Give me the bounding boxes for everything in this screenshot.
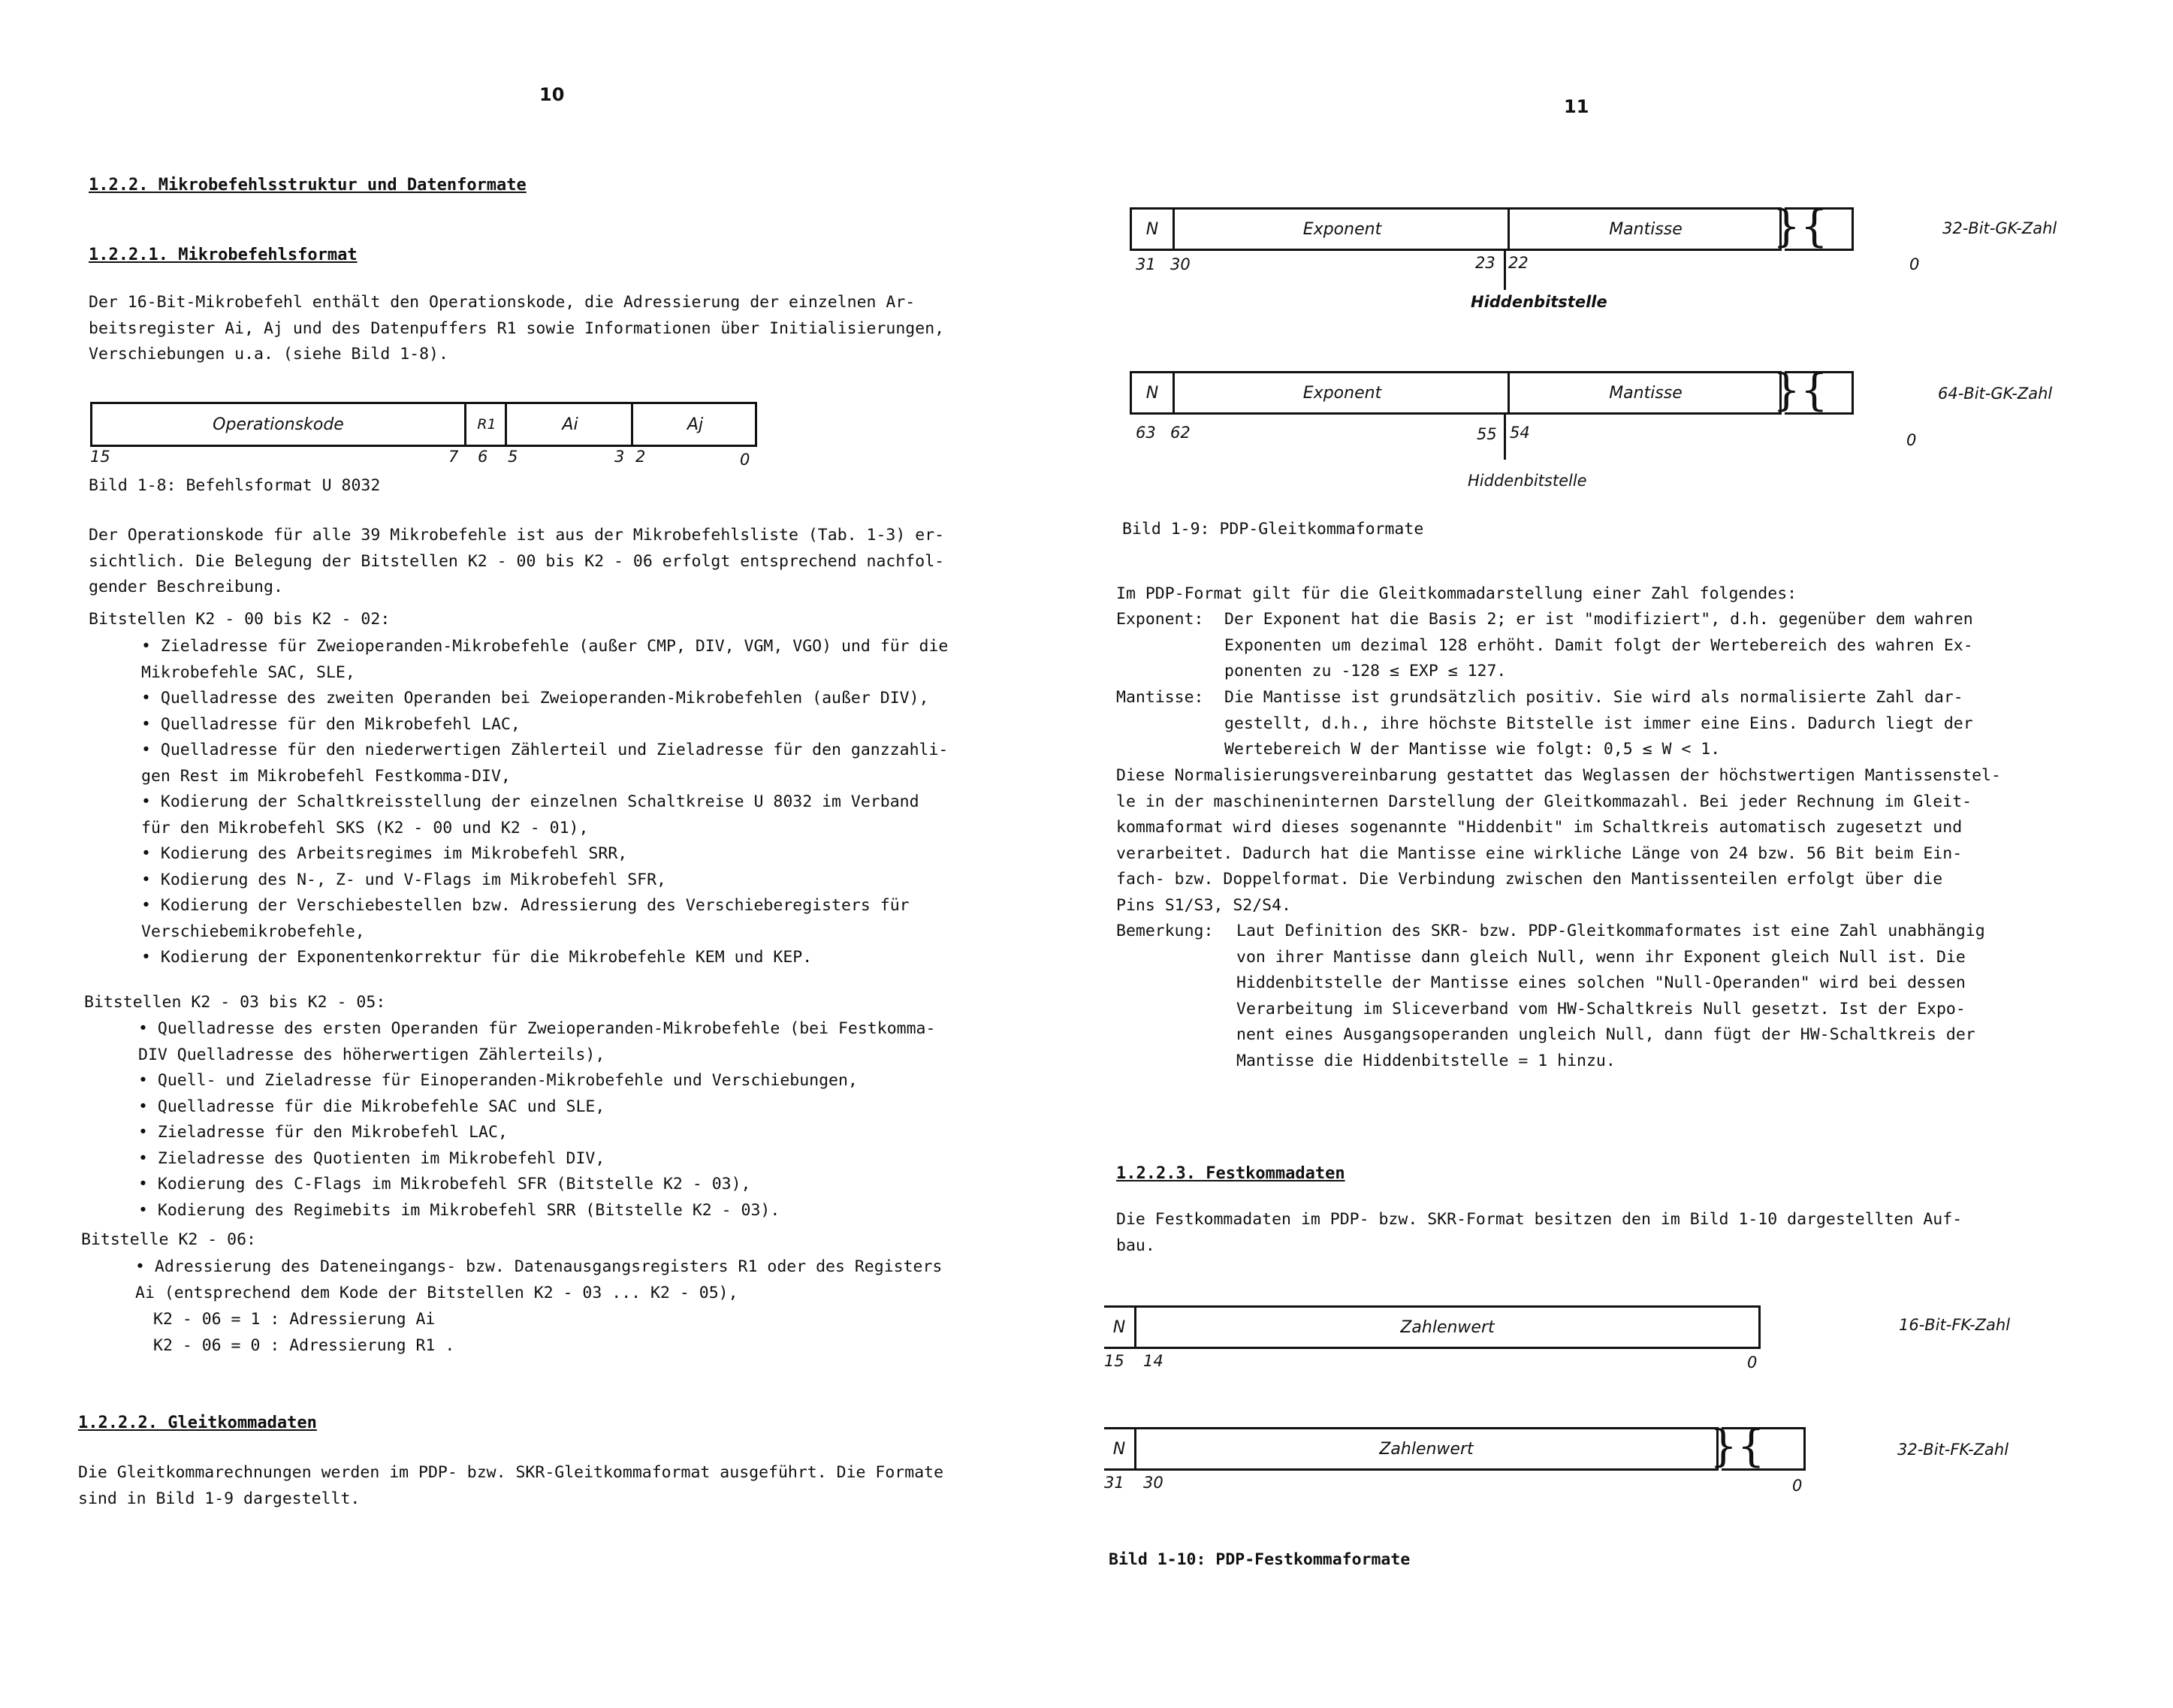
group-label: Bitstelle K2 - 06: (81, 1230, 256, 1249)
instruction-format-diagram (90, 402, 757, 447)
left-page (0, 0, 1086, 1708)
list-item: • Kodierung des Arbeitsregimes im Mikrobefehl SRR, (141, 844, 628, 863)
bit-label: 0 (1906, 431, 1917, 449)
list-item: • Quelladresse für den niederwertigen Zählerteil und Zieladresse für den ganzzahli- gen Rest im Mikrobefehl Festkomma-DIV, (141, 741, 949, 786)
list-item: • Kodierung der Verschiebestellen bzw. Adressierung des Verschieberegisters für Verschiebemikrobefehle, (141, 896, 910, 941)
bullet-list (141, 634, 948, 971)
bit-label: 22 (1508, 254, 1529, 272)
group-label: Bitstellen K2 - 03 bis K2 - 05: (84, 993, 386, 1012)
list-item: • Kodierung des C-Flags im Mikrobefehl SFR (Bitstelle K2 - 03), (138, 1175, 751, 1193)
format-label: 32-Bit-GK-Zahl (1942, 219, 2057, 237)
bit-label: 62 (1170, 424, 1191, 442)
bit-label: 15 (1104, 1352, 1124, 1370)
bit-label: 3 (614, 448, 625, 466)
list-item: • Quelladresse des zweiten Operanden bei Zweioperanden-Mikrobefehlen (außer DIV), (141, 689, 929, 708)
definition-text: Die Mantisse ist grundsätzlich positiv. Sie wird als normalisierte Zahl dar- gestellt, d.h., ihre höchste Bitstelle ist immer eine Eins. Dadurch liegt der Wertebereich W der Mantisse wie folgt: 0,5 ≤ W < 1. (1224, 688, 1973, 759)
bit-label: 2 (635, 448, 646, 466)
list-item: • Kodierung der Exponentenkorrektur für die Mikrobefehle KEM und KEP. (141, 948, 813, 967)
definition-term: Mantisse: (1116, 688, 1204, 707)
figure-caption: Bild 1-8: Befehlsformat U 8032 (89, 476, 381, 495)
hiddenbit-label: Hiddenbitstelle (1471, 293, 1607, 311)
definition-text: Der Exponent hat die Basis 2; er ist "modifiziert", d.h. gegenüber dem wahren Exponenten um dezimal 128 erhöht. Damit folgt der Wertebereich des wahren Ex- ponenten zu -128 ≤ EXP ≤ 127. (1224, 610, 1973, 680)
list-item: • Quelladresse für die Mikrobefehle SAC und SLE, (138, 1097, 605, 1116)
paragraph: Die Festkommadaten im PDP- bzw. SKR-Format besitzen den im Bild 1-10 dargestellten Auf- bau. (1116, 1210, 1963, 1255)
hiddenbit-label: Hiddenbitstelle (1468, 472, 1587, 490)
right-page (1086, 0, 2173, 1708)
float32-format-diagram (1130, 207, 1782, 251)
bullet-list (138, 1016, 935, 1224)
bit-label: 63 (1136, 424, 1156, 442)
bit-label: 0 (1792, 1477, 1803, 1495)
fixed32-format-continuation (1722, 1427, 1806, 1471)
list-item: • Zieladresse des Quotienten im Mikrobefehl DIV, (138, 1148, 605, 1168)
field-sign: N (1145, 383, 1159, 403)
definition-term: Exponent: (1116, 610, 1204, 629)
field-exponent: Exponent (1173, 373, 1510, 412)
bit-label: 31 (1136, 255, 1156, 273)
format-label: 16-Bit-FK-Zahl (1899, 1316, 2011, 1334)
bit-label: 30 (1170, 255, 1191, 273)
paragraph: Im PDP-Format gilt für die Gleitkommadarstellung einer Zahl folgendes: (1116, 584, 1797, 603)
break-mark: }{ (1773, 201, 1828, 252)
field-r1: R1 (464, 404, 507, 445)
bit-label: 6 (478, 448, 488, 466)
break-mark: }{ (1710, 1420, 1765, 1471)
field-opcode: Operationskode (213, 415, 344, 434)
bit-label: 15 (90, 448, 110, 466)
page-number: 10 (539, 84, 565, 105)
definition-text: Laut Definition des SKR- bzw. PDP-Gleitkommaformates ist eine Zahl unabhängig von ihrer Mantisse dann gleich Null, wenn ihr Exponent gleich Null ist. Die Hiddenbitstelle der Mantisse eines solchen "Null-Operanden" wird bei dessen Verarbeitung im Sliceverband vom HW-Schaltkreis Null gesetzt. Ist der Expo- nent eines Ausgangsoperanden ungleich Null, dann fügt der HW-Schaltkreis der Mantisse die Hiddenbitstelle = 1 hinzu. (1236, 922, 1985, 1070)
figure-caption: Bild 1-9: PDP-Gleitkommaformate (1122, 520, 1424, 539)
field-mantissa: Mantisse (1508, 210, 1782, 249)
bit-label: 31 (1104, 1474, 1124, 1492)
list-item: • Quell- und Zieladresse für Einoperanden-Mikrobefehle und Verschiebungen, (138, 1071, 858, 1090)
field-aj: Aj (631, 404, 757, 445)
field-sign: N (1112, 1439, 1126, 1459)
field-mantissa: Mantisse (1508, 373, 1782, 412)
page-number: 11 (1564, 96, 1589, 117)
fixed32-format-diagram (1104, 1427, 1719, 1471)
bit-label: 0 (1909, 255, 1920, 273)
list-item: • Kodierung des Regimebits im Mikrobefehl SRR (Bitstelle K2 - 03). (138, 1200, 780, 1220)
intro-paragraph: Der 16-Bit-Mikrobefehl enthält den Operationskode, die Adressierung der einzelnen Ar- beitsregister Ai, Aj und des Datenpuffers R1 sowie Informationen über Initialisierungen, Verschiebungen u.a. (siehe Bild 1-8). (89, 293, 945, 364)
format-label: 64-Bit-GK-Zahl (1938, 385, 2053, 403)
bit-label: 30 (1143, 1474, 1163, 1492)
bit-label: 55 (1477, 425, 1497, 443)
list-item: • Quelladresse für den Mikrobefehl LAC, (141, 714, 521, 734)
list-item: • Adressierung des Dateneingangs- bzw. Datenausgangsregisters R1 oder des Registers Ai (entsprechend dem Kode der Bitstellen K2 - 03 ... K2 - 05), (135, 1257, 943, 1302)
subsection-heading: 1.2.2.1. Mikrobefehlsformat (89, 246, 358, 264)
bit-label: 5 (508, 448, 518, 466)
list-item: • Zieladresse für den Mikrobefehl LAC, (138, 1123, 508, 1142)
subsection-heading: 1.2.2.3. Festkommadaten (1116, 1164, 1345, 1183)
opcode-paragraph: Der Operationskode für alle 39 Mikrobefehle ist aus der Mikrobefehlsliste (Tab. 1-3) er- sichtlich. Die Belegung der Bitstellen K2 - 00 bis K2 - 06 erfolgt entsprechend nachfol- gender Beschreibung. (89, 526, 945, 596)
float64-format-continuation (1785, 371, 1854, 415)
field-sign: N (1145, 219, 1159, 239)
definition-term: Bemerkung: (1116, 922, 1214, 940)
list-item: • Zieladresse für Zweioperanden-Mikrobefehle (außer CMP, DIV, VGM, VGO) und für die Mikrobefehle SAC, SLE, (141, 637, 949, 682)
list-item: • Kodierung der Schaltkreisstellung der einzelnen Schaltkreise U 8032 im Verband für den Mikrobefehl SKS (K2 - 00 und K2 - 01), (141, 792, 919, 837)
format-label: 32-Bit-FK-Zahl (1897, 1441, 2009, 1459)
field-ai: Ai (505, 404, 633, 445)
bit-label: 0 (740, 451, 750, 469)
bit-label: 0 (1747, 1353, 1758, 1372)
bit-label: 14 (1143, 1352, 1163, 1370)
break-mark: }{ (1773, 364, 1828, 415)
field-exponent: Exponent (1173, 210, 1510, 249)
address-line: K2 - 06 = 0 : Adressierung R1 . (153, 1336, 455, 1355)
subsection-heading: 1.2.2.2. Gleitkommadaten (78, 1414, 317, 1432)
list-item: • Kodierung des N-, Z- und V-Flags im Mikrobefehl SFR, (141, 870, 666, 889)
paragraph: Diese Normalisierungsvereinbarung gestattet das Weglassen der höchstwertigen Mantissenstel- le in der maschineninternen Darstellung der Gleitkommazahl. Bei jeder Rechnung im Gleit- kommaformat wird dieses sogenannte "Hiddenbit" im Schaltkreis automatisch zugesetzt und verarbeitet. Dadurch hat die Mantisse eine wirkliche Länge von 24 bzw. 56 Bit beim Ein- fach- bzw. Doppelformat. Die Verbindung zwischen den Mantissenteilen erfolgt über die Pins S1/S3, S2/S4. (1116, 766, 2001, 915)
address-line: K2 - 06 = 1 : Adressierung Ai (153, 1310, 436, 1329)
bullet-list (135, 1254, 942, 1306)
field-value: Zahlenwert (1134, 1308, 1758, 1347)
paragraph: Die Gleitkommarechnungen werden im PDP- bzw. SKR-Gleitkommaformat ausgeführt. Die Formate sind in Bild 1-9 dargestellt. (78, 1463, 944, 1508)
field-value: Zahlenwert (1134, 1429, 1716, 1468)
float64-format-diagram (1130, 371, 1782, 415)
field-sign: N (1112, 1317, 1126, 1337)
hiddenbit-pointer (1504, 415, 1506, 460)
bit-label: 54 (1510, 424, 1530, 442)
group-label: Bitstellen K2 - 00 bis K2 - 02: (89, 610, 391, 629)
hiddenbit-pointer (1504, 251, 1506, 290)
bit-label: 23 (1475, 254, 1495, 272)
section-heading: 1.2.2. Mikrobefehlsstruktur und Datenformate (89, 176, 527, 195)
figure-caption: Bild 1-10: PDP-Festkommaformate (1109, 1550, 1411, 1569)
list-item: • Quelladresse des ersten Operanden für Zweioperanden-Mikrobefehle (bei Festkomma- DIV Quelladresse des höherwertigen Zählerteils), (138, 1019, 936, 1064)
fixed16-format-diagram (1104, 1305, 1761, 1349)
float32-format-continuation (1785, 207, 1854, 251)
bit-label: 7 (448, 448, 459, 466)
